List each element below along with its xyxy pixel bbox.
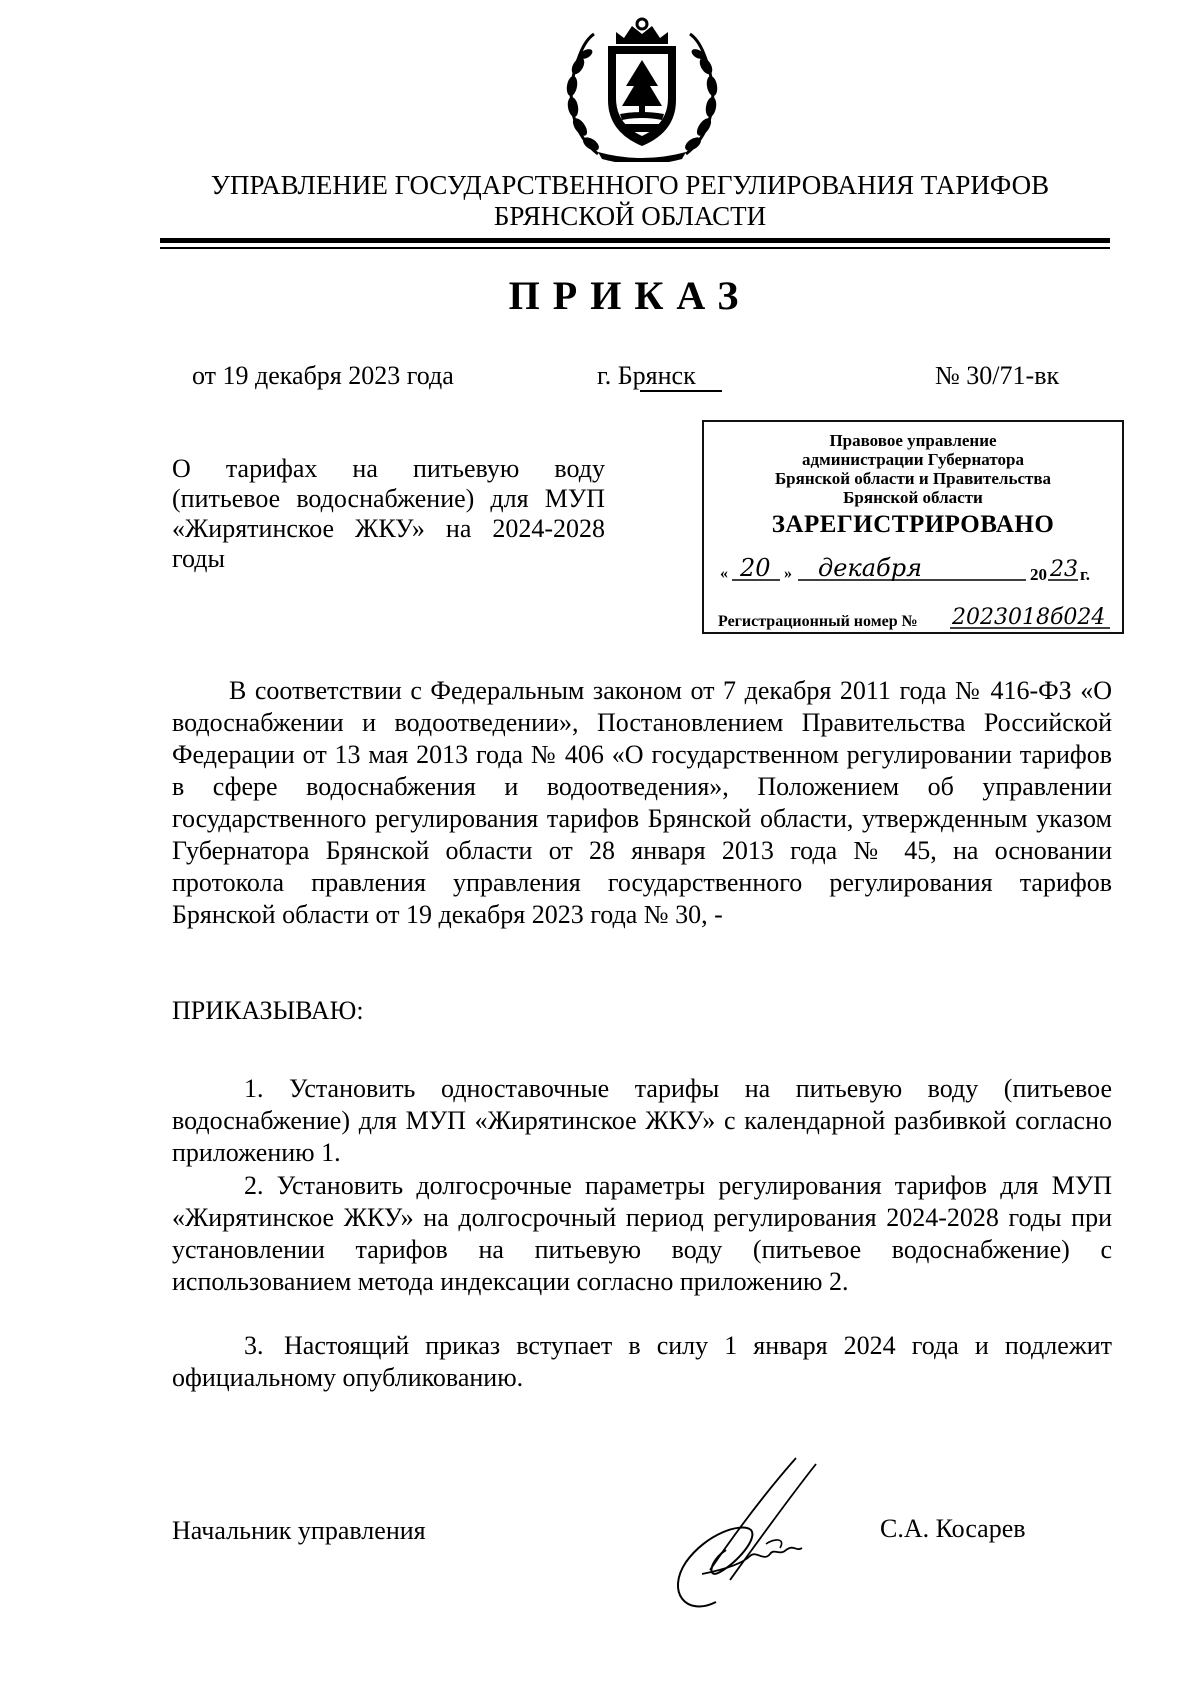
city-underline <box>640 390 722 392</box>
stamp-line2: администрации Губернатора <box>802 450 1024 469</box>
signature-icon <box>646 1452 870 1627</box>
order-subject: О тарифах на питьевую воду (питьевое водоснабжение) для МУП «Жирятинское ЖКУ» на 2024-2028 годы <box>172 454 605 573</box>
stamp-number-label: Регистрационный номер № <box>718 613 918 630</box>
stamp-number-value: 2023018б024 <box>952 605 1106 630</box>
order-city: г. Брянск <box>597 361 696 390</box>
stamp-date-row <box>714 552 1114 586</box>
signer-title: Начальник управления <box>172 1516 426 1545</box>
stamp-line4: Брянской области <box>843 488 983 507</box>
order-item-number: 1. <box>244 1074 264 1103</box>
stamp-date-year-unit: г. <box>1080 565 1091 584</box>
order-item-text: Установить одноставочные тарифы на питьевую воду (питьевое водоснабжение) для МУП «Жирятинское ЖКУ» с календарной разбивкой согласно приложению 1. <box>172 1074 1112 1167</box>
svg-text:«: « <box>720 565 728 582</box>
order-item-text: Установить долгосрочные параметры регулирования тарифов для МУП «Жирятинское ЖКУ» на долгосрочный период регулирования 2024-2028 годы при установлении тарифов на питьевую воду (питьевое водоснабжение) с использованием метода индексации согласно приложению 2. <box>172 1171 1113 1296</box>
header-divider-thick <box>160 238 1110 243</box>
preamble-paragraph: В соответствии с Федеральным законом от 7 декабря 2011 года № 416-ФЗ «О водоснабжении и водоотведении», Постановлением Правительства Российской Федерации от 13 мая 2013 года № 406 «О государственном регулировании тарифов в сфере водоснабжения и водоотведения», Положением об управлении государственного регулирования тарифов Брянской области, утвержденным указом Губернатора Брянской области от 28 января 2013 года № 45, на основании протокола правления управления государственного регулирования тарифов Брянской области от 19 декабря 2023 года № 30, - <box>172 676 1112 929</box>
order-directive: ПРИКАЗЫВАЮ: <box>172 996 364 1025</box>
stamp-line1: Правовое управление <box>829 431 997 450</box>
order-item-3 <box>172 1330 1112 1394</box>
organization-name-line1: УПРАВЛЕНИЕ ГОСУДАРСТВЕННОГО РЕГУЛИРОВАНИЯ ТАРИФОВ <box>210 170 1050 200</box>
order-item-text: Настоящий приказ вступает в силу 1 января 2024 года и подлежит официальному опубликованию. <box>172 1331 1112 1392</box>
stamp-number-row <box>714 600 1114 634</box>
stamp-date-year-suffix: 23 <box>1050 557 1078 582</box>
organization-name-line2: БРЯНСКОЙ ОБЛАСТИ <box>493 201 767 231</box>
svg-text:»: » <box>784 565 792 582</box>
order-item-1 <box>172 1073 1112 1169</box>
order-item-2 <box>172 1170 1112 1298</box>
stamp-registered-label: ЗАРЕГИСТРИРОВАНО <box>771 511 1055 538</box>
stamp-date-year-prefix: 20 <box>1030 565 1047 584</box>
document-title: ПРИКАЗ <box>508 273 752 318</box>
signer-name: С.А. Косарев <box>880 1514 1026 1543</box>
order-number: № 30/71-вк <box>935 361 1060 390</box>
registration-stamp <box>702 420 1124 634</box>
order-item-number: 3. <box>244 1331 264 1360</box>
order-date: от 19 декабря 2023 года <box>192 361 454 390</box>
header-divider-thin <box>160 247 1110 249</box>
coat-of-arms-icon <box>558 14 726 162</box>
order-item-number: 2. <box>244 1171 264 1200</box>
stamp-date-month: декабря <box>818 554 922 582</box>
stamp-date-day: 20 <box>740 554 771 582</box>
stamp-line3: Брянской области и Правительства <box>774 469 1052 488</box>
